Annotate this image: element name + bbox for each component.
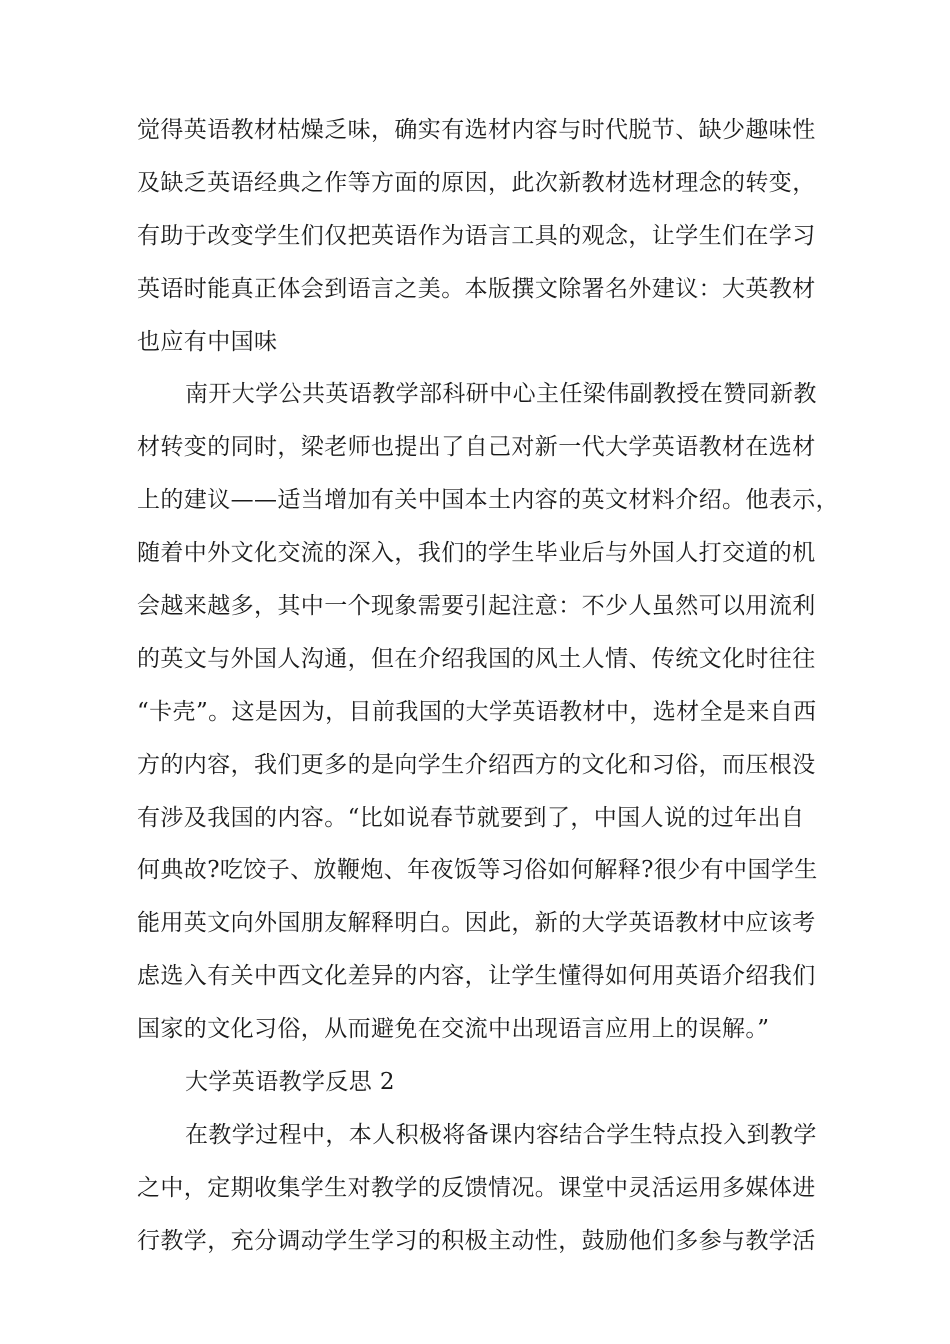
- text-line: 有助于改变学生们仅把英语作为语言工具的观念，让学生们在学习: [137, 222, 816, 249]
- text-line: 方的内容，我们更多的是向学生介绍西方的文化和习俗，而压根没: [137, 751, 816, 778]
- text-line: 会越来越多，其中一个现象需要引起注意：不少人虽然可以用流利: [137, 593, 816, 620]
- text-line: 也应有中国味: [137, 328, 278, 355]
- text-line: 能用英文向外国朋友解释明白。因此，新的大学英语教材中应该考: [137, 910, 816, 937]
- text-line: 国家的文化习俗，从而避免在交流中出现语言应用上的误解。”: [137, 1016, 770, 1043]
- text-line: 英语时能真正体会到语言之美。本版撰文除署名外建议：大英教材: [137, 275, 816, 302]
- text-line: 及缺乏英语经典之作等方面的原因，此次新教材选材理念的转变，: [137, 169, 816, 196]
- text-line: 上的建议——适当增加有关中国本土内容的英文材料介绍。他表示，: [137, 487, 839, 514]
- paragraph-first-line: 南开大学公共英语教学部科研中心主任梁伟副教授在赞同新教: [185, 381, 817, 408]
- text-line: 材转变的同时，梁老师也提出了自己对新一代大学英语教材在选材: [137, 434, 816, 461]
- text-line: “卡壳”。这是因为，目前我国的大学英语教材中，选材全是来自西: [137, 698, 817, 725]
- text-line: 随着中外文化交流的深入，我们的学生毕业后与外国人打交道的机: [137, 540, 816, 567]
- text-line: 行教学，充分调动学生学习的积极主动性，鼓励他们多参与教学活: [137, 1227, 816, 1254]
- document-body: [137, 104, 839, 1268]
- text-line: 有涉及我国的内容。“比如说春节就要到了，中国人说的过年出自: [137, 804, 805, 831]
- text-line: 虑选入有关中西文化差异的内容，让学生懂得如何用英语介绍我们: [137, 963, 816, 990]
- text-line: 觉得英语教材枯燥乏味，确实有选材内容与时代脱节、缺少趣味性: [137, 117, 816, 143]
- section-heading: 大学英语教学反思 2: [185, 1069, 395, 1096]
- text-line: 何典故?吃饺子、放鞭炮、年夜饭等习俗如何解释?很少有中国学生: [137, 857, 818, 884]
- text-line: 之中，定期收集学生对教学的反馈情况。课堂中灵活运用多媒体进: [137, 1174, 816, 1201]
- paragraph-first-line: 在教学过程中，本人积极将备课内容结合学生特点投入到教学: [185, 1121, 817, 1148]
- text-line: 的英文与外国人沟通，但在介绍我国的风土人情、传统文化时往往: [137, 645, 816, 672]
